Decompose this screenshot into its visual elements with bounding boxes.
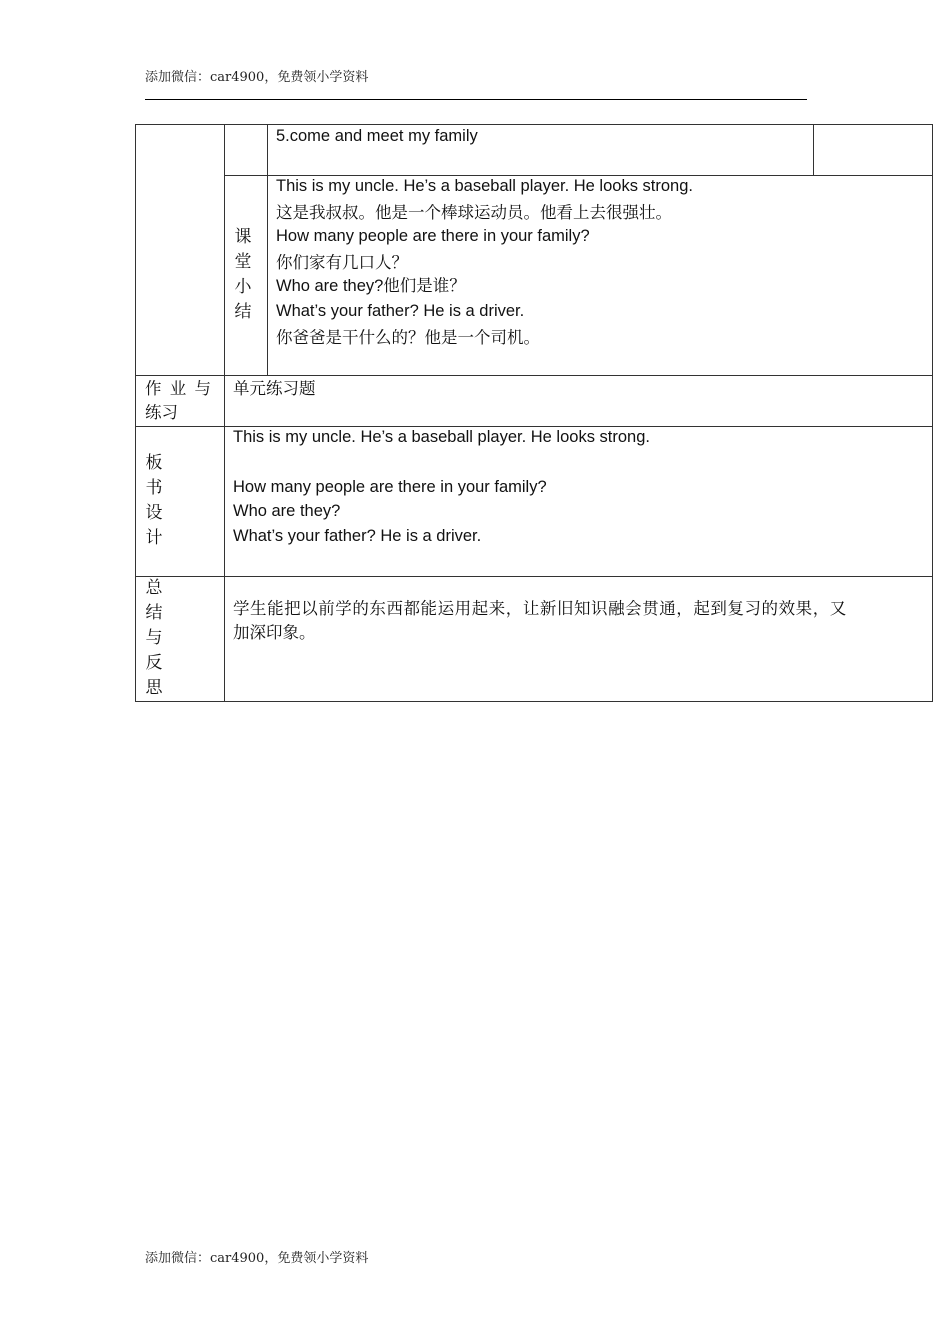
row1-content-text: 5.come and meet my family <box>276 127 478 145</box>
summary-line-3: How many people are there in your family? <box>276 227 590 245</box>
board-label-char: 计 <box>145 528 163 548</box>
summary-label-char: 堂 <box>234 252 252 272</box>
board-line-3: How many people are there in your family? <box>233 478 547 496</box>
summary-label-char: 结 <box>234 302 252 322</box>
board-label-char: 书 <box>145 478 163 498</box>
board-label-char: 设 <box>145 503 163 523</box>
board-label <box>142 451 166 551</box>
reflection-label-char: 结 <box>145 603 163 623</box>
board-line-5: What’s your father? He is a driver. <box>233 527 482 545</box>
summary-line-1: This is my uncle. He’s a baseball player. He looks strong. <box>276 177 693 195</box>
summary-line-4: 你们家有几口人？ <box>276 253 408 272</box>
sub-label-cell-row1 <box>224 124 268 176</box>
summary-line-5: Who are they?他们是谁？ <box>276 277 466 295</box>
board-line-1: This is my uncle. He’s a baseball player. He looks strong. <box>233 428 650 446</box>
reflection-line-2: 加深印象。 <box>233 623 316 642</box>
reflection-label-char: 总 <box>145 578 163 598</box>
homework-content-cell <box>224 375 933 427</box>
page-footer-text: 添加微信：car4900，免费领小学资料 <box>145 1251 369 1266</box>
reflection-label-char: 思 <box>145 678 163 698</box>
board-label-char: 板 <box>145 453 163 473</box>
reflection-label-char: 反 <box>145 653 163 673</box>
header-divider <box>145 99 807 100</box>
summary-label-char: 课 <box>234 227 252 247</box>
summary-label-char: 小 <box>234 277 252 297</box>
reflection-line-1: 学生能把以前学的东西都能运用起来，让新旧知识融会贯通，起到复习的效果，又 <box>233 599 847 618</box>
summary-label <box>231 225 255 325</box>
left-label-cell-top <box>135 124 225 376</box>
summary-line-6: What’s your father? He is a driver. <box>276 302 525 320</box>
reflection-label-char: 与 <box>145 628 163 648</box>
page-header-text: 添加微信：car4900，免费领小学资料 <box>145 70 369 85</box>
summary-line-7: 你爸爸是干什么的？他是一个司机。 <box>276 328 540 347</box>
extra-cell-row1 <box>813 124 933 176</box>
homework-content: 单元练习题 <box>233 379 316 398</box>
homework-label-line1: 作 业 与 <box>145 379 211 398</box>
summary-line-2: 这是我叔叔。他是一个棒球运动员。他看上去很强壮。 <box>276 203 672 222</box>
reflection-content-cell <box>224 576 933 702</box>
reflection-label <box>142 576 166 701</box>
homework-label-line2: 练习 <box>145 403 178 422</box>
board-line-4: Who are they? <box>233 502 341 520</box>
